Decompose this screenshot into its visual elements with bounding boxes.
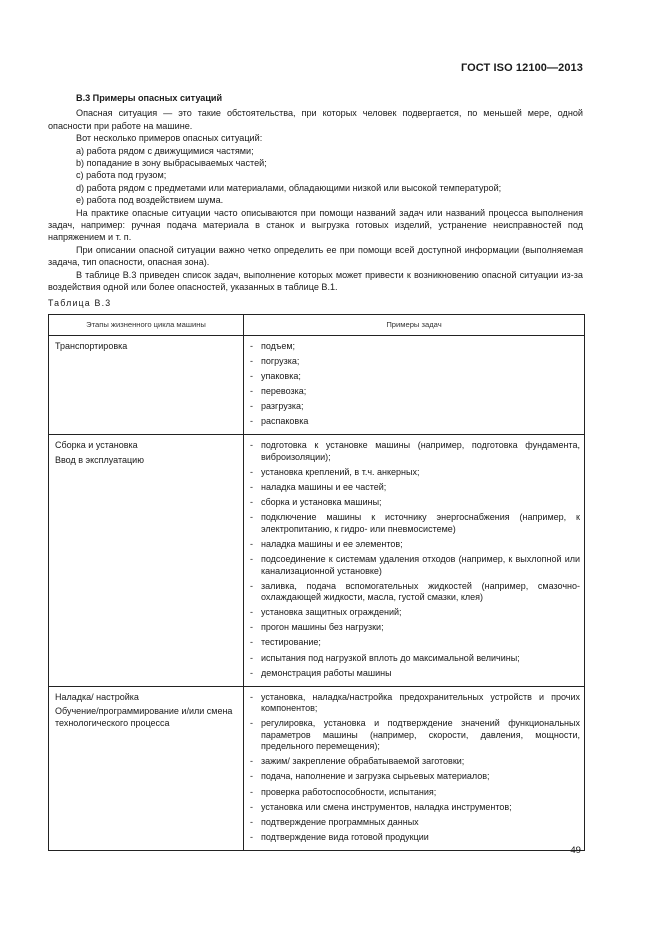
paragraph: Вот несколько примеров опасных ситуаций: bbox=[76, 133, 263, 144]
task-item: - подтверждение вида готовой продукции bbox=[250, 832, 580, 844]
task-item: - погрузка; bbox=[250, 356, 580, 368]
task-item: - подготовка к установке машины (например, подготовка фундамента, виброизоляции); bbox=[250, 440, 580, 463]
task-item: - демонстрация работы машины bbox=[250, 668, 580, 680]
stage-label: Наладка/ настройка bbox=[55, 691, 139, 702]
task-item: - зажим/ закрепление обрабатываемой заготовки; bbox=[250, 756, 580, 768]
tasks-table bbox=[48, 314, 585, 851]
task-item: - подача, наполнение и загрузка сырьевых материалов; bbox=[250, 771, 580, 783]
paragraph: На практике опасные ситуации часто описываются при помощи названий задач или названий процесса выполнения задач, например: ручная подача материала в станок и выгрузка готовых изделий, устранение неисправностей под напряжением и т. п. bbox=[48, 207, 583, 243]
list-item: d) работа рядом с предметами или материалами, обладающими низкой или высокой температурой; bbox=[76, 182, 502, 193]
paragraph: Опасная ситуация — это такие обстоятельства, при которых человек подвергается, по меньшей мере, одной опасности при работе на машине. bbox=[48, 108, 583, 131]
list-item: c) работа под грузом; bbox=[76, 170, 167, 181]
stage-label: Обучение/программирование и/или смена технологического процесса bbox=[55, 706, 233, 728]
list-item: a) работа рядом с движущимися частями; bbox=[76, 145, 254, 156]
document-header: ГОСТ ISO 12100—2013 bbox=[460, 62, 583, 74]
task-item: - испытания под нагрузкой вплоть до максимальной величины; bbox=[250, 653, 580, 665]
table-row bbox=[49, 335, 585, 435]
task-item: - установка или смена инструментов, наладка инструментов; bbox=[250, 802, 580, 814]
task-item: - тестирование; bbox=[250, 637, 580, 649]
task-item: - подсоединение к системам удаления отходов (например, к выхлопной или канализационной установке) bbox=[250, 554, 580, 577]
table-caption: Таблица В.3 bbox=[48, 297, 112, 308]
task-item: - установка, наладка/настройка предохранительных устройств и прочих компонентов; bbox=[250, 692, 580, 715]
stage-label: Транспортировка bbox=[55, 340, 128, 351]
table-row bbox=[49, 686, 585, 850]
section-title: В.3 Примеры опасных ситуаций bbox=[76, 93, 223, 103]
task-item: - наладка машины и ее элементов; bbox=[250, 539, 580, 551]
page-content bbox=[48, 92, 583, 851]
tasks-cell bbox=[244, 335, 585, 435]
table-header-row bbox=[49, 314, 585, 335]
task-item: - наладка машины и ее частей; bbox=[250, 482, 580, 494]
stage-cell bbox=[49, 686, 244, 850]
paragraph: В таблице В.3 приведен список задач, выполнение которых может привести к возникновению опасной ситуации из-за воздействия одной или более опасностей, указанных в таблице В.1. bbox=[48, 269, 583, 293]
column-header-tasks: Примеры задач bbox=[244, 314, 585, 335]
task-item: - сборка и установка машины; bbox=[250, 497, 580, 509]
table-row bbox=[49, 435, 585, 686]
task-item: - подъем; bbox=[250, 341, 580, 353]
task-item: - распаковка bbox=[250, 416, 580, 428]
task-item: - подтверждение программных данных bbox=[250, 817, 580, 829]
stage-cell bbox=[49, 335, 244, 435]
tasks-cell bbox=[244, 435, 585, 686]
tasks-cell bbox=[244, 686, 585, 850]
stage-label: Ввод в эксплуатацию bbox=[55, 454, 144, 465]
task-item: - подключение машины к источнику энергоснабжения (например, к электропитанию, к гидро- или пневмосистеме) bbox=[250, 512, 580, 535]
task-item: - прогон машины без нагрузки; bbox=[250, 622, 580, 634]
task-item: - перевозка; bbox=[250, 386, 580, 398]
task-item: - проверка работоспособности, испытания; bbox=[250, 787, 580, 799]
paragraph: При описании опасной ситуации важно четко определить ее при помощи всей доступной информации (выполняемая задача, тип опасности, опасная зона). bbox=[48, 244, 583, 268]
list-item: e) работа под воздействием шума. bbox=[76, 195, 224, 206]
task-item: - установка креплений, в т.ч. анкерных; bbox=[250, 467, 580, 479]
task-item: - разгрузка; bbox=[250, 401, 580, 413]
task-item: - регулировка, установка и подтверждение значений функциональных параметров машины (например, скорости, давления, мощности, предельного перемещения); bbox=[250, 718, 580, 753]
list-item: b) попадание в зону выбрасываемых частей; bbox=[76, 158, 267, 169]
task-item: - установка защитных ограждений; bbox=[250, 607, 580, 619]
stage-label: Сборка и установка bbox=[55, 440, 138, 451]
page-number: 49 bbox=[570, 845, 581, 856]
column-header-stages: Этапы жизненного цикла машины bbox=[49, 314, 244, 335]
task-item: - заливка, подача вспомогательных жидкостей (например, смазочно-охлаждающей жидкости, масла, густой смазки, клея) bbox=[250, 581, 580, 604]
stage-cell bbox=[49, 435, 244, 686]
task-item: - упаковка; bbox=[250, 371, 580, 383]
